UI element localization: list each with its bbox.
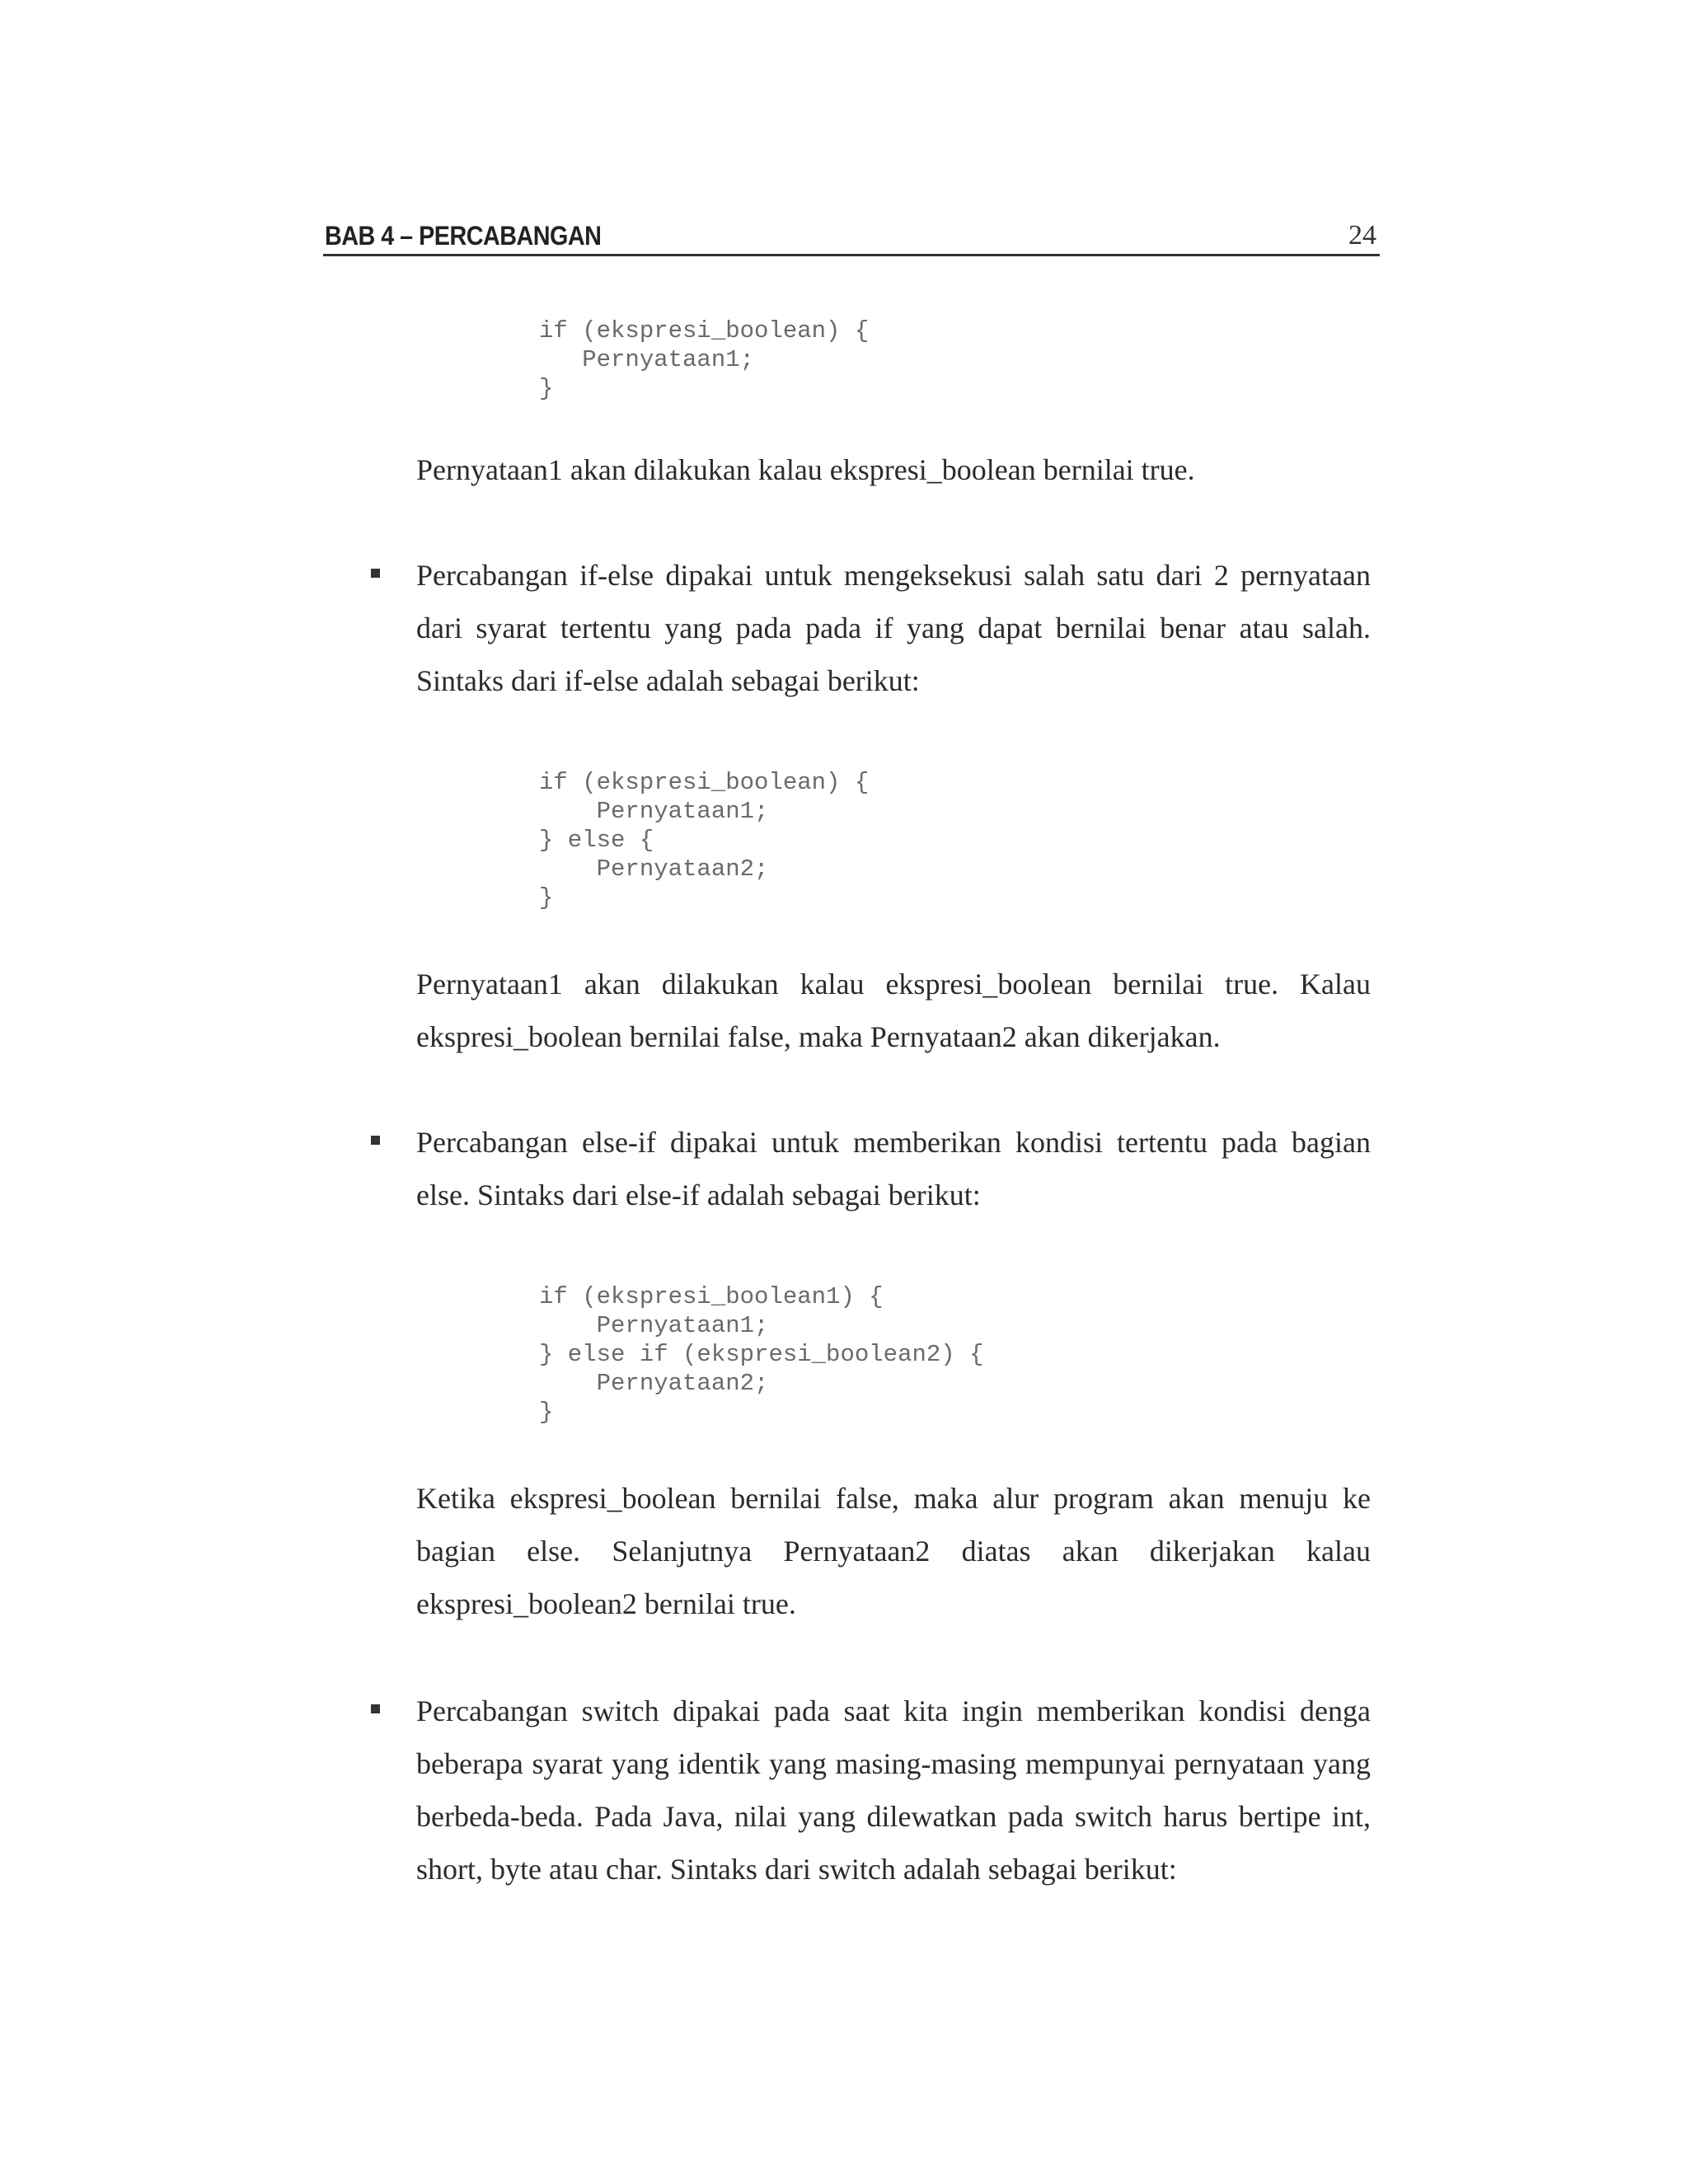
- bullet-marker: [371, 1136, 380, 1145]
- paragraph-if-else-explanation: Pernyataan1 akan dilakukan kalau ekspresi_boolean bernilai true. Kalau ekspresi_boolean bernilai false, maka Pernyataan2 akan dikerjakan.: [416, 968, 1371, 1053]
- page-header: [323, 221, 1380, 256]
- code-block-if-else: if (ekspresi_boolean) { Pernyataan1; } else { Pernyataan2; }: [539, 769, 870, 912]
- paragraph-else-if-explanation: Ketika ekspresi_boolean bernilai false, maka alur program akan menuju ke bagian else. Selanjutnya Pernyataan2 diatas akan dikerjakan kalau ekspresi_boolean2 bernilai true.: [416, 1482, 1371, 1620]
- bullet-marker: [371, 1704, 380, 1713]
- code-block-else-if: if (ekspresi_boolean1) { Pernyataan1; } else if (ekspresi_boolean2) { Pernyataan2; }: [539, 1283, 984, 1426]
- page-number: 24: [1348, 220, 1376, 251]
- bullet-if-else: Percabangan if-else dipakai untuk mengeksekusi salah satu dari 2 pernyataan dari syarat tertentu yang pada pada if yang dapat bernilai benar atau salah. Sintaks dari if-else adalah sebagai berikut:: [416, 559, 1371, 697]
- chapter-title: BAB 4 – PERCABANGAN: [325, 221, 602, 251]
- code-block-if: if (ekspresi_boolean) { Pernyataan1; }: [539, 317, 870, 402]
- paragraph-if-explanation: Pernyataan1 akan dilakukan kalau ekspresi_boolean bernilai true.: [416, 453, 1195, 486]
- bullet-switch: Percabangan switch dipakai pada saat kita ingin memberikan kondisi denga beberapa syarat yang identik yang masing-masing mempunyai pernyataan yang berbeda-beda. Pada Java, nilai yang dilewatkan pada switch harus bertipe int, short, byte atau char. Sintaks dari switch adalah sebagai berikut:: [416, 1694, 1371, 1886]
- bullet-marker: [371, 569, 380, 578]
- bullet-else-if: Percabangan else-if dipakai untuk memberikan kondisi tertentu pada bagian else. Sintaks dari else-if adalah sebagai berikut:: [416, 1126, 1371, 1212]
